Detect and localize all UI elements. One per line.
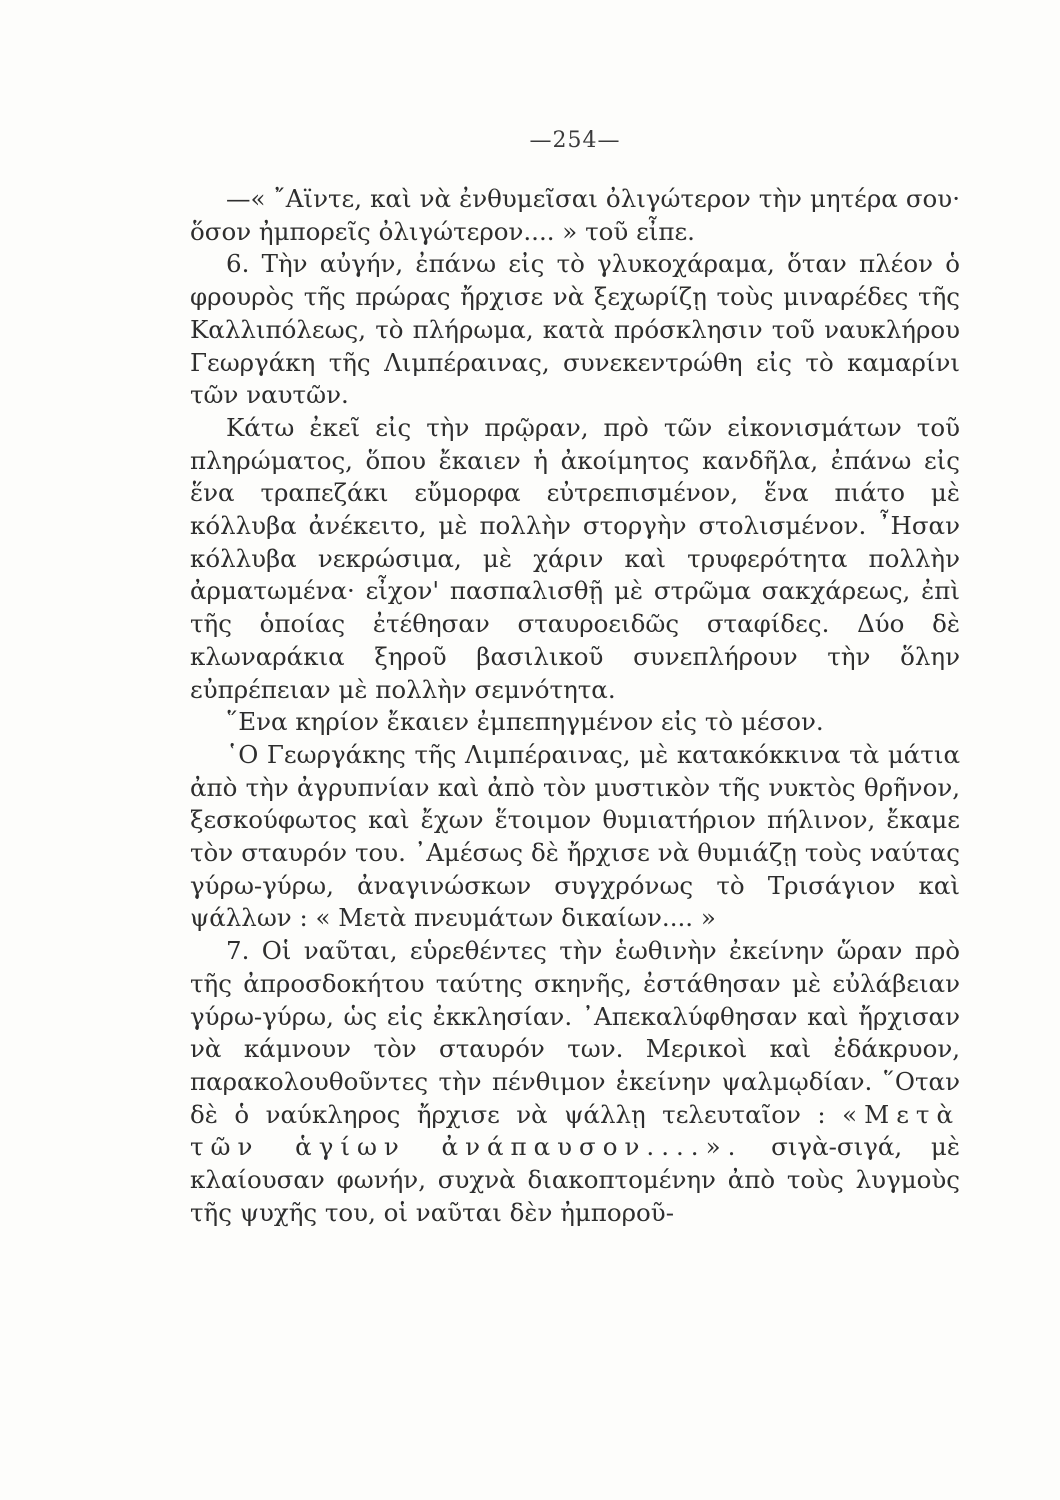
paragraph-section-6: 6. Τὴν αὐγήν, ἐπάνω εἰς τὸ γλυκοχάραμα, ὅταν πλέον ὁ φρουρὸς τῆς πρώρας ἤρχισε νὰ ξεχωρίζῃ τοὺς μιναρέδες τῆς Καλλιπόλεως, τὸ πλήρωμα, κατὰ πρόσκλησιν τοῦ ναυκλήρου Γεωργάκη τῆς Λιμπέραινας, συνεκεντρώθη εἰς τὸ καμαρίνι τῶν ναυτῶν. <box>190 249 960 410</box>
final-text: σιγὰ-σιγά, μὲ κλαίουσαν φωνήν, συχνὰ διακοπτομένην ἀπὸ τοὺς λυγμοὺς τῆς ψυχῆς του, οἱ ναῦται δὲν ἠμποροῦ- <box>190 1132 960 1227</box>
page-number: —254— <box>529 128 621 153</box>
body-text <box>190 183 960 1230</box>
paragraph-section-7 <box>190 935 960 1229</box>
paragraph-dialogue: —« ῎Αϊντε, καὶ νὰ ἐνθυμεῖσαι ὀλιγώτερον τὴν μητέρα σου· ὅσον ἠμπορεῖς ὀλιγώτερον.... » τοῦ εἶπε. <box>190 184 960 246</box>
paragraph-candle: ῞Ενα κηρίον ἔκαιεν ἐμπεπηγμένον εἰς τὸ μέσον. <box>226 707 824 737</box>
paragraph-georgakis: ῾Ο Γεωργάκης τῆς Λιμπέραινας, μὲ κατακόκκινα τὰ μάτια ἀπὸ τὴν ἀγρυπνίαν καὶ ἀπὸ τὸν μυστικὸν τῆς νυκτὸς θρῆνον, ξεσκούφωτος καὶ ἔχων ἕτοιμον θυμιατήριον πήλινον, ἔκαμε τὸν σταυρόν του. ᾿Αμέσως δὲ ἤρχισε νὰ θυμιάζῃ τοὺς ναύτας γύρω-γύρω, ἀναγινώσκων συγχρόνως τὸ Τρισάγιον καὶ ψάλλων : « Μετὰ πνευμάτων δικαίων.... » <box>190 739 960 933</box>
book-page <box>190 128 960 1458</box>
paragraph-prow: Κάτω ἐκεῖ εἰς τὴν πρῷραν, πρὸ τῶν εἰκονισμάτων τοῦ πληρώματος, ὅπου ἔκαιεν ἡ ἀκοίμητος κανδῆλα, ἐπάνω εἰς ἕνα τραπεζάκι εὔμορφα εὐτρεπισμένον, ἕνα πιάτο μὲ κόλλυβα ἀνέκειτο, μὲ πολλὴν στοργὴν στολισμένον. ῏Ησαν κόλλυβα νεκρώσιμα, μὲ χάριν καὶ τρυφερότητα πολλὴν ἀρματωμένα· εἶχον' πασπαλισθῇ μὲ στρῶμα σακχάρεως, ἐπὶ τῆς ὁποίας ἐτέθησαν σταυροειδῶς σταφίδες. Δύο δὲ κλωναράκια ξηροῦ βασιλικοῦ συνεπλήρουν τὴν ὅλην εὐπρέπειαν μὲ πολλὴν σεμνότητα. <box>190 412 960 704</box>
section-7-text: 7. Οἱ ναῦται, εὑρεθέντες τὴν ἑωθινὴν ἐκείνην ὥραν πρὸ τῆς ἀπροσδοκήτου ταύτης σκηνῆς, ἐστάθησαν μὲ εὐλάβειαν γύρω-γύρω, ὡς εἰς ἐκκλησίαν. ᾿Απεκαλύφθησαν καὶ ἤρχισαν νὰ κάμνουν τὸν σταυρόν των. Μερικοὶ καὶ ἐδάκρυον, παρακολουθοῦντες τὴν πένθιμον ἐκείνην ψαλμῳδίαν. ῞Οταν δὲ ὁ ναύκληρος ἤρχισε νὰ ψάλλῃ τελευταῖον : <box>190 936 960 1129</box>
spaced-phrase: «Μετὰ τῶν ἁγίων ἀνάπαυσον....». <box>190 1099 961 1162</box>
